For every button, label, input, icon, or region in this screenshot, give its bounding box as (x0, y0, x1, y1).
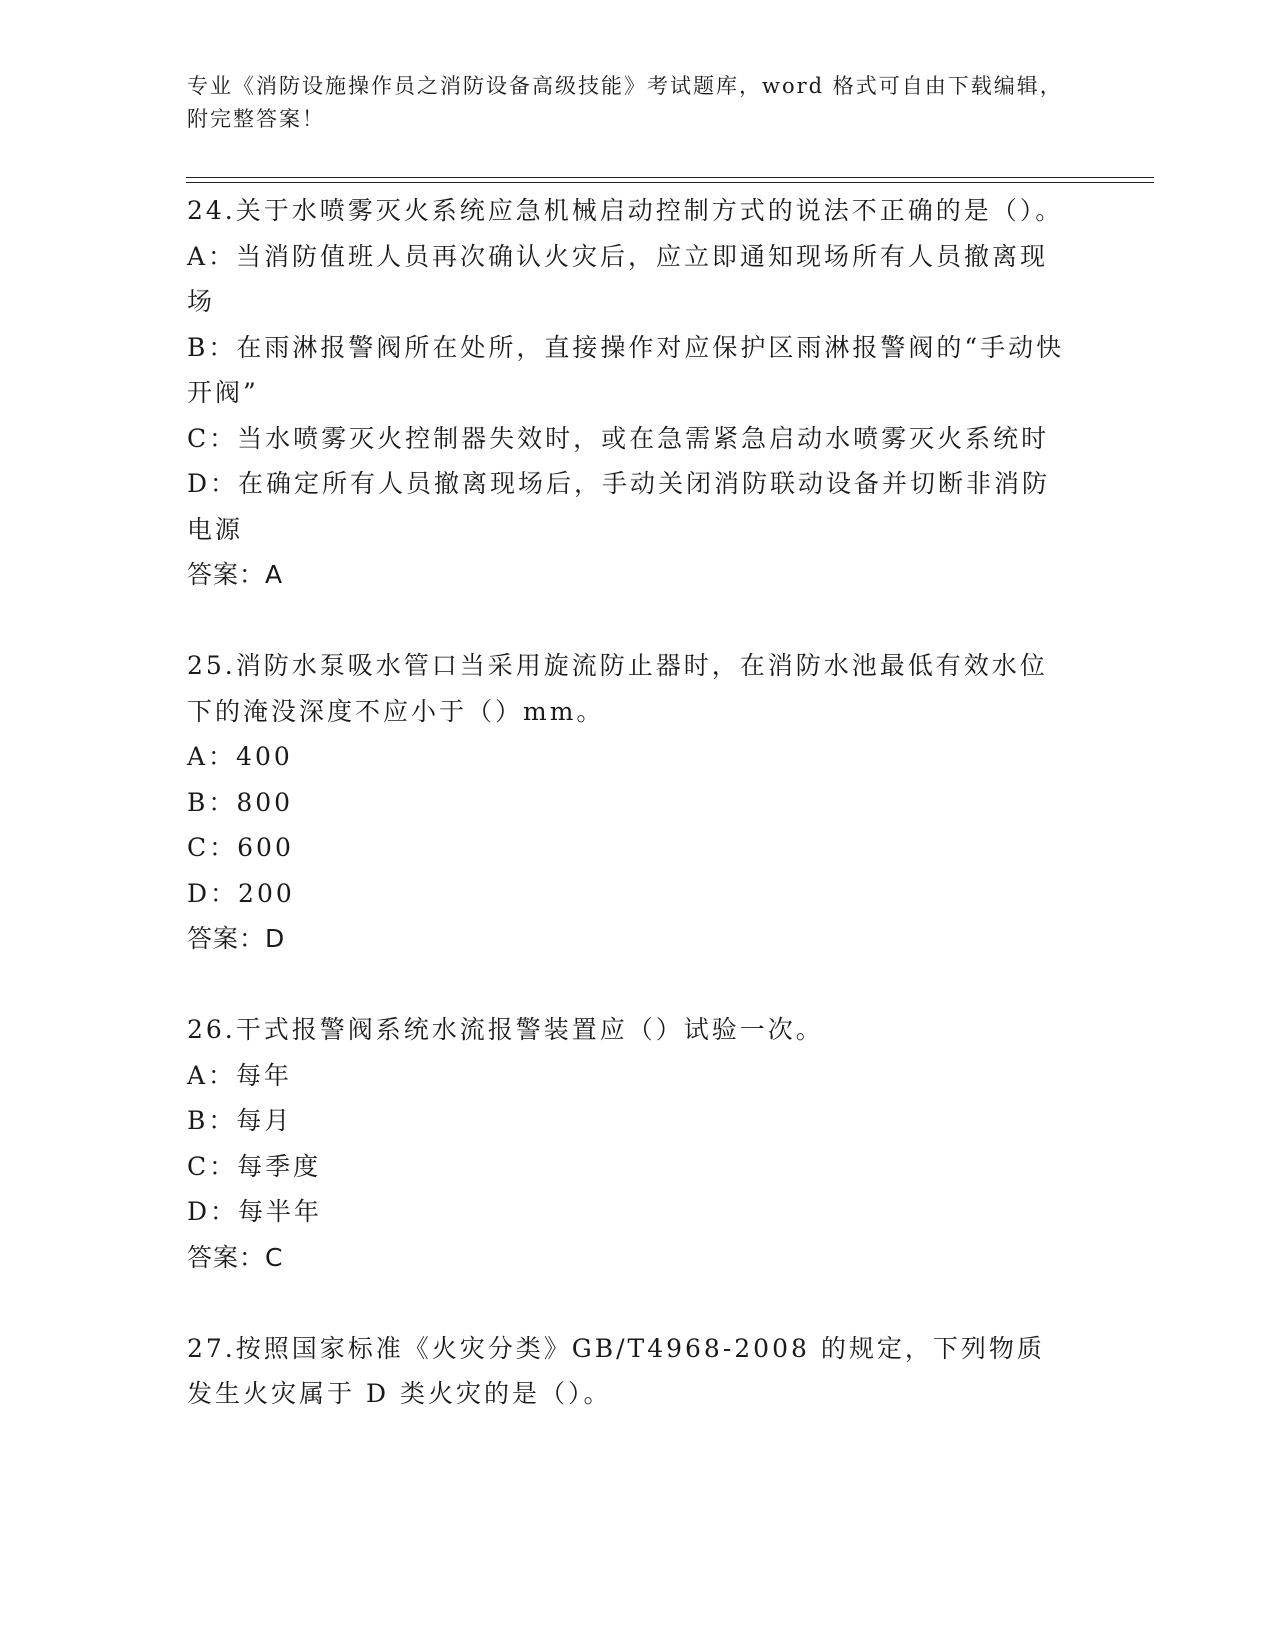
option-b: B：在雨淋报警阀所在处所，直接操作对应保护区雨淋报警阀的“手动快开阀” (187, 332, 1065, 407)
option-c: C：每季度 (187, 1151, 322, 1181)
option-c: C：600 (187, 833, 294, 862)
header-divider-bottom (186, 182, 1154, 183)
answer: 答案：C (187, 1242, 284, 1272)
question-27 (187, 1326, 1072, 1417)
answer: 答案：D (187, 924, 286, 953)
page-header: 专业《消防设施操作员之消防设备高级技能》考试题库，word 格式可自由下载编辑，附完整答案！ (187, 74, 1063, 131)
option-d: D：200 (187, 878, 295, 908)
option-a: A：每年 (187, 1060, 293, 1090)
question-25 (187, 643, 1072, 962)
question-stem: 24.关于水喷雾灭火系统应急机械启动控制方式的说法不正确的是（）。 (187, 196, 1064, 225)
question-list (187, 188, 1072, 1417)
option-a: A：400 (187, 742, 293, 771)
header-divider-top (186, 177, 1154, 178)
option-b: B：每月 (187, 1106, 293, 1135)
answer: 答案：A (187, 560, 284, 589)
option-b: B：800 (187, 787, 294, 817)
option-d: D：在确定所有人员撤离现场后，手动关闭消防联动设备并切断非消防电源 (187, 469, 1051, 544)
question-stem: 25.消防水泵吸水管口当采用旋流防止器时，在消防水池最低有效水位下的淹没深度不应小于（）mm。 (187, 651, 1048, 726)
option-c: C：当水喷雾灭火控制器失效时，或在急需紧急启动水喷雾灭火系统时 (187, 423, 1050, 453)
question-stem: 27.按照国家标准《火灾分类》GB/T4968-2008 的规定，下列物质发生火灾属于 D 类火灾的是（）。 (187, 1333, 1045, 1408)
option-a: A：当消防值班人员再次确认火灾后，应立即通知现场所有人员撤离现场 (187, 241, 1049, 316)
question-24 (187, 188, 1072, 598)
question-stem: 26.干式报警阀系统水流报警装置应（）试验一次。 (187, 1015, 824, 1044)
option-d: D：每半年 (187, 1197, 323, 1226)
question-26 (187, 1007, 1072, 1280)
